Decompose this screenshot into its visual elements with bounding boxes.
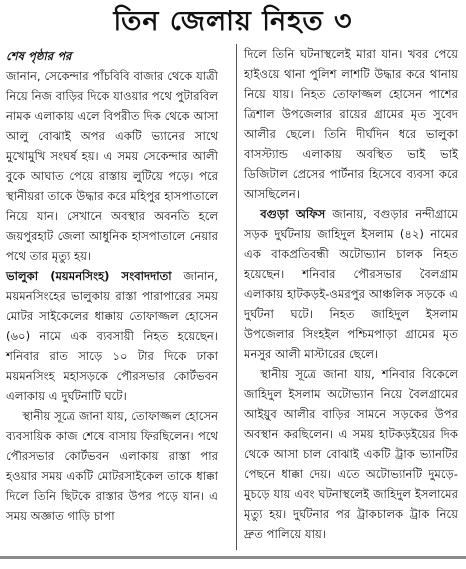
continued-paragraph [6,46,218,66]
headline: তিন জেলায় নিহত ৩ [113,6,353,37]
paragraph-text: জানায়, বগুড়ার নন্দীগ্রামে সড়ক দুর্ঘটনায় জাহিদুল ইসলাম (৪২) নামের এক বাকপ্রতিবন্ধী অটোভ্যান চালক নিহত হয়েছেন। শনিবার পৌরসভার বৈলগ্রাম এলাকায় হাটকড়ই-ওমরপুর আঞ্চলিক সড়কে এ দুর্ঘটনা ঘটে। নিহত জাহিদুল ইসলাম উপজেলার সিংহইল পশ্চিমপাড়া গ্রামের মৃত মনসুর আলী মাস্টারের ছেলে। [244,207,458,361]
article-paragraph: দিলে তিনি ঘটনাস্থলেই মারা যান। খবর পেয়ে হাইওয়ে থানা পুলিশ লাশটি উদ্ধার করে থানায় নিয়ে যায়। নিহত তোফাজ্জল হোসেন পাশের ত্রিশাল উপজেলার রায়ের গ্রামের মৃত সুবেদ আলীর ছেলে। তিনি দীর্ঘদিন ধরে ভালুকা বাসস্ট্যান্ড এলাকায় অবস্থিত ভাই ভাই ডিজিটাল প্রেসের পার্টনার হিসেবে ব্যবসা করে আসছিলেন। [244,47,458,201]
dateline-lead: বগুড়া অফিস [260,207,326,221]
article-paragraph [244,204,458,364]
left-column [6,46,218,526]
continued-label: শেষ পৃষ্ঠার পর [6,49,72,63]
paragraph-text: জানান, ময়মনসিংহের ভালুকায় রাস্তা পারাপারের সময় মোটর সাইকেলের ধাক্কায় তোফাজ্জল হোসেন (৬০) নামে এক ব্যবসায়ী নিহত হয়েছেন। শনিবার রাত সাড়ে ১০ টার দিকে ঢাকা ময়মনসিংহ মহাসড়কে পৌরসভার কোর্টভবন এলাকায় এ দুর্ঘটনাটি ঘটে। [6,269,218,403]
bottom-rule [0,556,466,559]
article-paragraph: স্থানীয় সূত্রে জানা যায়, শনিবার বিকেলে জাহিদুল ইসলাম অটোভ্যান নিয়ে বৈলগ্রামের আইয়ুব আলীর বাড়ির সামনে সড়কের উপর অবস্থান করছিলেন। এ সময় হাটকড়ইয়ের দিক থেকে আসা চাল বোঝাই একটি ট্রাক ভ্যানটির পেছনে ধাক্কা দেয়। এতে অটোভ্যানটি দুমড়ে-মুচড়ে যায় এবং ঘটনাস্থলেই জাহিদুল ইসলামের মৃত্যু হয়। দুর্ঘটনার পর ট্রাকচালক ট্রাক নিয়ে দ্রুত পালিয়ে যায়। [244,367,458,541]
article-paragraph [6,266,218,406]
column-divider [236,44,237,550]
article-paragraph: জানান, সেকেন্দার পাঁচবিবি বাজার থেকে যাত্রী নিয়ে নিজ বাড়ির দিকে যাওয়ার পথে পুটারবিল নামক এলাকায় এলে বিপরীত দিক থেকে আসা আলু বোঝাই অপর একটি ভ্যানের সাথে মুখোমুখি সংঘর্ষ হয়। এ সময় সেকেন্দার আলী বুকে আঘাত পেয়ে রাস্তায় লুটিয়ে পড়ে। পরে স্থানীয়রা তাকে উদ্ধার করে মহিপুর হাসপাতালে নিয়ে যান। সেখানে অবস্থার অবনতি হলে জয়পুরহাট জেলা আধুনিক হাসপাতালে নেয়ার পথে তার মৃত্যু হয়। [6,69,218,263]
dateline-lead: ভালুকা (ময়মনসিংহ) সংবাদদাতা [6,269,172,283]
right-column [244,44,458,544]
article-paragraph: স্থানীয় সূত্রে জানা যায়, তোফাজ্জল হোসেন ব্যবসায়িক কাজ শেষে বাসায় ফিরছিলেন। পথে পৌরসভার কোর্টভবন এলাকায় রাস্তা পার হওয়ার সময় একটি মোটরসাইকেল তাকে ধাক্কা দিলে তিনি ছিটকে রাস্তার উপর পড়ে যান। এ সময় অজ্ঞাত গাড়ি চাপা [6,409,218,523]
